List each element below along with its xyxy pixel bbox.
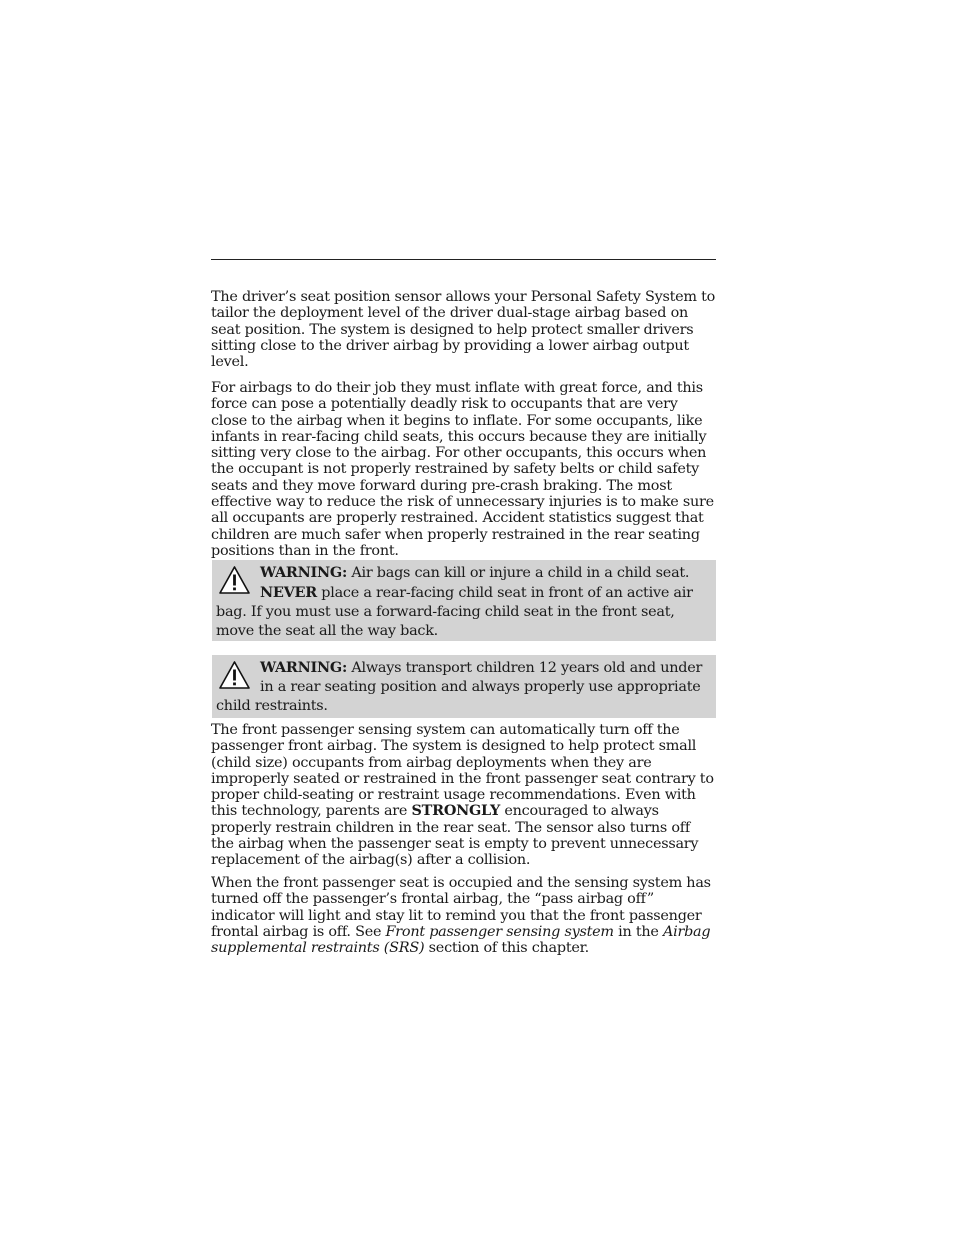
warning-box-rear-seating: [212, 655, 716, 718]
pass-airbag-off-text-2: in the: [613, 923, 663, 940]
passenger-sensing-text-continued: encouraged to always properly restrain children in the rear seat. The sensor also turns off the airbag when the passenger seat is empty to prevent unnecessary replacement of the airbag(s) after a collision.: [211, 803, 699, 869]
warning-triangle-icon: [218, 660, 251, 690]
warning-emphasis: NEVER: [260, 584, 317, 601]
warning-text: Always transport children 12 years old and under in a rear seating position and always properly use appropriate child restraints.: [216, 660, 703, 714]
warning-triangle-icon: [218, 565, 251, 595]
cross-reference-airbag-srs: Airbag supplemental restraints (SRS): [211, 923, 711, 957]
cross-reference-front-passenger-sensing: Front passenger sensing system: [385, 923, 614, 940]
warning-label: WARNING:: [260, 659, 348, 676]
paragraph-driver-seat-sensor: The driver’s seat position sensor allows your Personal Safety System to tailor the deployment level of the driver dual-stage airbag based on seat position. The system is designed to help protect smaller drivers sitting close to the driver airbag by providing a lower airbag output level.: [211, 289, 716, 371]
paragraph-pass-airbag-off: [211, 875, 717, 956]
pass-airbag-off-text: When the front passenger seat is occupied and the sensing system has turned off the passenger’s frontal airbag, the “pass airbag off” indicator will light and stay lit to remind you that the front passenger frontal airbag is off. See: [211, 875, 711, 940]
warning-text-continued: place a rear-facing child seat in front of an active air bag. If you must use a forward-facing child seat in the front seat, move the seat all the way back.: [216, 585, 693, 639]
passenger-sensing-emphasis: STRONGLY: [411, 802, 501, 820]
passenger-sensing-text: The front passenger sensing system can automatically turn off the passenger front airbag. The system is designed to help protect small (child size) occupants from airbag deployments when they are improperly seated or restrained in the front passenger seat contrary to proper child-seating or restraint usage recommendations. Even with this technology, parents are: [211, 722, 714, 820]
warning-text: Air bags can kill or injure a child in a child seat.: [347, 565, 690, 581]
header-rule: [211, 259, 716, 260]
warning-box-child-seat: [212, 560, 716, 641]
pass-airbag-off-text-3: section of this chapter.: [424, 940, 589, 957]
paragraph-airbag-inflation-risk: For airbags to do their job they must inflate with great force, and this force can pose a potentially deadly risk to occupants that are very close to the airbag when it begins to inflate. For some occupants, like infants in rear-facing child seats, this occurs because they are initially sitting very close to the airbag. For other occupants, this occurs when the occupant is not properly restrained by safety belts or child safety seats and they move forward during pre-crash braking. The most effective way to reduce the risk of unnecessary injuries is to make sure all occupants are properly restrained. Accident statistics suggest that children are much safer when properly restrained in the rear seating positions than in the front.: [211, 380, 714, 559]
paragraph-passenger-sensing: [211, 722, 717, 869]
warning-label: WARNING:: [260, 564, 348, 581]
